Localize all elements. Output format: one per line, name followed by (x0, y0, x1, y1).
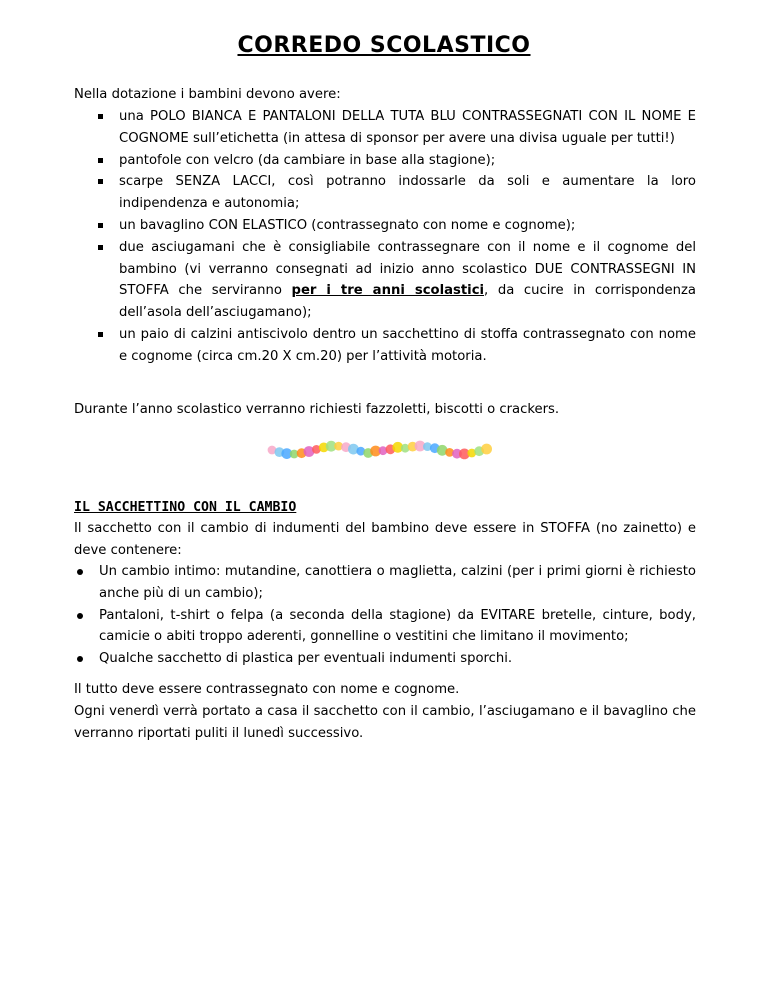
closing-line-2: Ogni venerdì verrà portato a casa il sacchetto con il cambio, l’asciugamano e il bavaglino che verranno riportati puliti il lunedì successivo. (74, 703, 696, 741)
square-bullet-icon (98, 332, 103, 337)
list-item: scarpe SENZA LACCI, così potranno indossarle da soli e aumentare la loro indipendenza e autonomia; (74, 171, 696, 215)
underlined-phrase: per i tre anni scolastici (291, 283, 485, 299)
colored-beads-divider (265, 436, 501, 462)
bag-section-heading: IL SACCHETTINO CON IL CAMBIO (74, 500, 297, 515)
snack-note: Durante l’anno scolastico verranno richiesti fazzoletti, biscotti o crackers. (74, 402, 560, 417)
list-item: Un cambio intimo: mutandine, canottiera o maglietta, calzini (per i primi giorni è richiesto anche più di un cambio); (74, 561, 696, 605)
square-bullet-icon (98, 158, 103, 163)
list-item: un paio di calzini antiscivolo dentro un sacchettino di stoffa contrassegnato con nome e cognome (circa cm.20 X cm.20) per l’attività motoria. (74, 324, 696, 368)
square-bullet-icon (98, 114, 103, 119)
round-bullet-icon (77, 656, 83, 662)
bead (481, 444, 492, 455)
equipment-list (74, 106, 696, 368)
page-title: CORREDO SCOLASTICO (237, 33, 531, 58)
bag-intro: Il sacchetto con il cambio di indumenti del bambino deve essere in STOFFA (no zainetto) e deve contenere: (74, 521, 696, 558)
list-item: pantofole con velcro (da cambiare in base alla stagione); (74, 150, 696, 172)
closing-line-1: Il tutto deve essere contrassegnato con nome e cognome. (74, 682, 460, 697)
list-item: Qualche sacchetto di plastica per eventuali indumenti sporchi. (74, 648, 696, 670)
square-bullet-icon (98, 245, 103, 250)
square-bullet-icon (98, 223, 103, 228)
intro-text: Nella dotazione i bambini devono avere: (74, 87, 341, 102)
square-bullet-icon (98, 179, 103, 184)
list-item: Pantaloni, t-shirt o felpa (a seconda della stagione) da EVITARE bretelle, cinture, body, camicie o abiti troppo aderenti, gonnelline o vestitini che limitano il movimento; (74, 605, 696, 649)
list-item: un bavaglino CON ELASTICO (contrassegnato con nome e cognome); (74, 215, 696, 237)
list-item: una POLO BIANCA E PANTALONI DELLA TUTA BLU CONTRASSEGNATI CON IL NOME E COGNOME sull’etichetta (in attesa di sponsor per avere una divisa uguale per tutti!) (74, 106, 696, 150)
list-item: due asciugamani che è consigliabile contrassegnare con il nome e il cognome del bambino (vi verranno consegnati ad inizio anno scolastico DUE CONTRASSEGNI IN STOFFA che serviranno per i tre anni scolastici, da cucire in corrispondenza dell’asola dell’asciugamano); (74, 237, 696, 324)
closing-text (74, 679, 696, 744)
round-bullet-icon (77, 613, 83, 619)
bag-contents-list (74, 561, 696, 670)
round-bullet-icon (77, 569, 83, 575)
